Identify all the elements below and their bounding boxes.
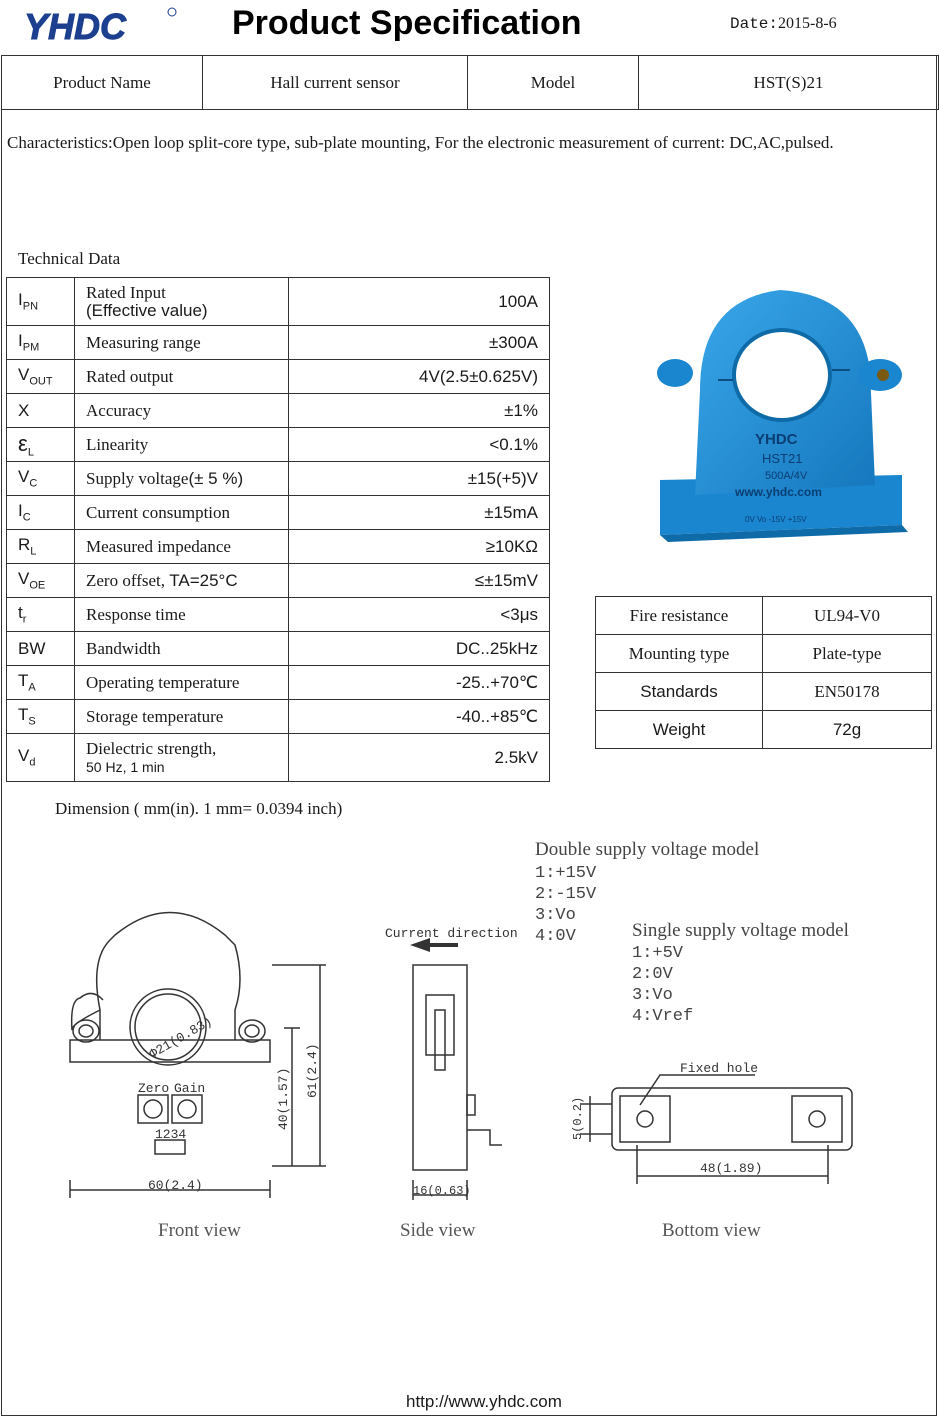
tech-value: ±15(+5)V	[289, 462, 550, 496]
characteristics	[7, 133, 834, 153]
tech-description: Zero offset, TA=25°C	[75, 564, 289, 598]
single-supply-title: Single supply voltage model	[632, 920, 849, 941]
bottom-width-label: 48(1.89)	[700, 1161, 763, 1176]
tech-description: Operating temperature	[75, 666, 289, 700]
property-row	[596, 597, 932, 635]
tech-symbol: $V_d$	[7, 734, 75, 782]
tech-value: 2.5kV	[289, 734, 550, 782]
tech-value: DC..25kHz	[289, 632, 550, 666]
photo-rating: 500A/4V	[765, 470, 808, 482]
tech-description: Response time	[75, 598, 289, 632]
property-value: EN50178	[763, 673, 932, 711]
tech-row	[7, 394, 550, 428]
tech-value: ±300A	[289, 326, 550, 360]
technical-data-title: Technical Data	[18, 249, 121, 268]
photo-url: www.yhdc.com	[735, 485, 822, 499]
tech-description: Current consumption	[75, 496, 289, 530]
tech-symbol: $V_{OE}$	[7, 564, 75, 598]
bottom-view-label: Bottom view	[662, 1220, 761, 1241]
front-pins-label: 1234	[155, 1127, 187, 1142]
dimension-drawings	[0, 900, 940, 1220]
property-row	[596, 673, 932, 711]
property-value: Plate-type	[763, 635, 932, 673]
product-name-value: Hall current sensor	[203, 56, 468, 110]
tech-row	[7, 564, 550, 598]
property-value: UL94-V0	[763, 597, 932, 635]
property-label: Mounting type	[596, 635, 763, 673]
property-row	[596, 711, 932, 749]
tech-description: Accuracy	[75, 394, 289, 428]
tech-symbol: $\varepsilon_L$	[7, 428, 75, 462]
tech-row	[7, 462, 550, 496]
side-width-label: 16(0.63)	[413, 1184, 471, 1198]
date-label: Date:	[730, 15, 779, 33]
tech-row	[7, 278, 550, 326]
tech-row	[7, 598, 550, 632]
tech-description: Supply voltage(± 5 %)	[75, 462, 289, 496]
front-total-height-label: 61(2.4)	[305, 1043, 320, 1098]
property-value: 72g	[763, 711, 932, 749]
characteristics-text: Open loop split-core type, sub-plate mounting, For the electronic measurement of current: DC,AC,pulsed.	[112, 133, 834, 152]
tech-symbol: X	[7, 394, 75, 428]
front-inner-height-label: 40(1.57)	[276, 1067, 291, 1130]
tech-description: Measured impedance	[75, 530, 289, 564]
tech-value: ≥10KΩ	[289, 530, 550, 564]
tech-symbol: $R_L$	[7, 530, 75, 564]
tech-symbol: $t_r$	[7, 598, 75, 632]
tech-symbol: $I_{PN}$	[7, 278, 75, 326]
side-view-drawing	[413, 965, 502, 1200]
tech-value: -25..+70℃	[289, 666, 550, 700]
tech-row	[7, 428, 550, 462]
tech-value: ±15mA	[289, 496, 550, 530]
logo-text: YHDC	[24, 6, 127, 46]
double-supply-pins: 1:+15V 2:-15V 3:Vo 4:0V	[535, 864, 597, 946]
product-info-table	[1, 55, 939, 110]
tech-value: <0.1%	[289, 428, 550, 462]
property-row	[596, 635, 932, 673]
footer-url[interactable]: http://www.yhdc.com	[406, 1392, 562, 1411]
tech-symbol: $V_{OUT}$	[7, 360, 75, 394]
properties-table	[595, 596, 932, 749]
date	[730, 15, 837, 33]
tech-row	[7, 666, 550, 700]
current-direction-label: Current direction	[385, 926, 518, 941]
property-label: Weight	[596, 711, 763, 749]
property-label: Standards	[596, 673, 763, 711]
tech-row	[7, 700, 550, 734]
front-gain-label: Gain	[174, 1081, 206, 1096]
tech-symbol: $I_C$	[7, 496, 75, 530]
date-value: 2015-8-6	[778, 15, 837, 32]
page-title: Product Specification	[232, 4, 582, 42]
front-width-label: 60(2.4)	[148, 1178, 203, 1193]
tech-symbol: $V_C$	[7, 462, 75, 496]
tech-row	[7, 734, 550, 782]
technical-data-table	[6, 277, 550, 782]
tech-value: 4V(2.5±0.625V)	[289, 360, 550, 394]
tech-symbol: BW	[7, 632, 75, 666]
fixed-hole-label: Fixed hole	[680, 1061, 759, 1076]
tech-value: <3μs	[289, 598, 550, 632]
tech-value: ≤±15mV	[289, 564, 550, 598]
tech-description: Rated Input (Effective value)	[75, 278, 289, 326]
tech-row	[7, 632, 550, 666]
bottom-height-label: 5(0.2)	[571, 1096, 585, 1140]
tech-value: ±1%	[289, 394, 550, 428]
tech-symbol: $T_A$	[7, 666, 75, 700]
tech-description: Storage temperature	[75, 700, 289, 734]
tech-value: 100A	[289, 278, 550, 326]
characteristics-label: Characteristics:	[7, 133, 113, 152]
tech-description: Dielectric strength, 50 Hz, 1 min	[75, 734, 289, 782]
model-value: HST(S)21	[639, 56, 939, 110]
photo-pins: 0V Vo -15V +15V	[745, 515, 807, 524]
photo-model: HST21	[762, 451, 803, 466]
product-photo	[640, 270, 930, 560]
tech-value: -40..+85℃	[289, 700, 550, 734]
front-zero-label: Zero	[138, 1081, 170, 1096]
tech-description: Rated output	[75, 360, 289, 394]
single-supply-pins: 1:+5V 2:0V 3:Vo 4:Vref	[632, 944, 694, 1026]
tech-row	[7, 530, 550, 564]
tech-description: Linearity	[75, 428, 289, 462]
tech-row	[7, 360, 550, 394]
double-supply-title: Double supply voltage model	[535, 839, 760, 860]
property-label: Fire resistance	[596, 597, 763, 635]
tech-description: Measuring range	[75, 326, 289, 360]
model-label: Model	[468, 56, 639, 110]
side-view-label: Side view	[400, 1220, 476, 1241]
tech-row	[7, 326, 550, 360]
tech-symbol: $T_S$	[7, 700, 75, 734]
tech-description: Bandwidth	[75, 632, 289, 666]
front-diameter-label: Φ21(0.83)	[146, 1013, 215, 1062]
photo-brand: YHDC	[755, 431, 798, 448]
dimension-title: Dimension ( mm(in). 1 mm= 0.0394 inch)	[55, 799, 343, 818]
front-view-drawing	[70, 913, 326, 1199]
product-name-label: Product Name	[2, 56, 203, 110]
yhdc-logo	[22, 6, 182, 46]
tech-row	[7, 496, 550, 530]
front-view-label: Front view	[158, 1220, 241, 1241]
tech-symbol: $I_{PM}$	[7, 326, 75, 360]
